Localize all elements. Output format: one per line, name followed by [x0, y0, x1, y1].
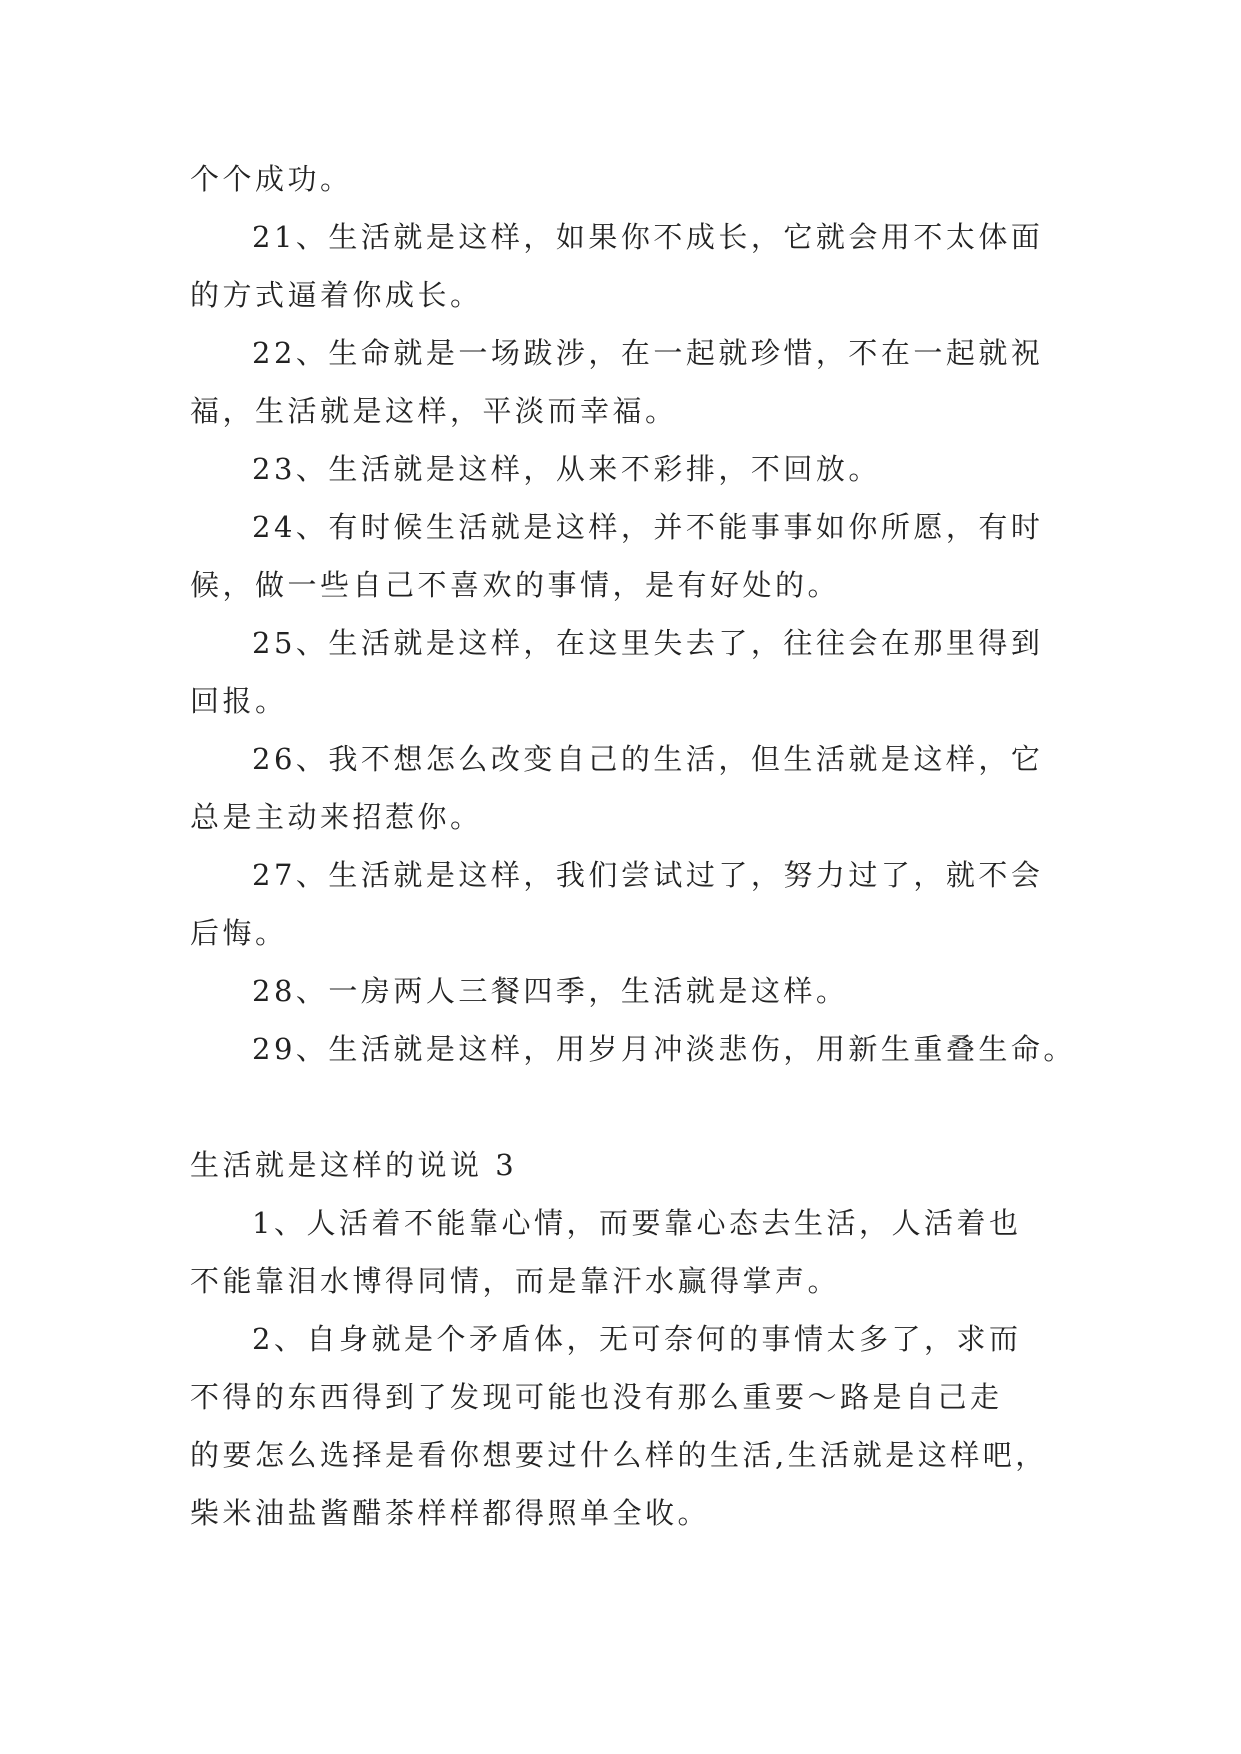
document-page: [190, 150, 1076, 1542]
paragraph-line: 福，生活就是这样，平淡而幸福。: [190, 394, 678, 428]
paragraph-line: 22、生命就是一场跋涉，在一起就珍惜，不在一起就祝: [252, 336, 1044, 370]
paragraph-line: 21、生活就是这样，如果你不成长，它就会用不太体面: [252, 220, 1044, 254]
paragraph-line: 2、自身就是个矛盾体，无可奈何的事情太多了，求而: [252, 1322, 1022, 1356]
paragraph-line: 不得的东西得到了发现可能也没有那么重要～路是自己走: [190, 1380, 1003, 1414]
paragraph-line: 柴米油盐酱醋茶样样都得照单全收。: [190, 1496, 711, 1530]
paragraph-line: 24、有时候生活就是这样，并不能事事如你所愿，有时: [252, 510, 1044, 544]
paragraph-line: 1、人活着不能靠心情，而要靠心态去生活，人活着也: [252, 1206, 1022, 1240]
paragraph-line: 23、生活就是这样，从来不彩排，不回放。: [252, 452, 881, 486]
paragraph-line: 25、生活就是这样，在这里失去了，往往会在那里得到: [252, 626, 1044, 660]
paragraph-line: 后悔。: [190, 916, 288, 950]
section-title: 生活就是这样的说说 3: [190, 1148, 518, 1182]
paragraph-line: 28、一房两人三餐四季，生活就是这样。: [252, 974, 849, 1008]
paragraph-line: 总是主动来招惹你。: [190, 800, 483, 834]
paragraph-line: 候，做一些自己不喜欢的事情，是有好处的。: [190, 568, 841, 602]
paragraph-line: 27、生活就是这样，我们尝试过了，努力过了，就不会: [252, 858, 1044, 892]
paragraph-group-top: [190, 150, 1076, 1078]
paragraph-line: 不能靠泪水博得同情，而是靠汗水赢得掌声。: [190, 1264, 841, 1298]
paragraph-line: 个个成功。: [190, 162, 353, 196]
paragraph-line: 的方式逼着你成长。: [190, 278, 483, 312]
paragraph-line: 的要怎么选择是看你想要过什么样的生活,生活就是这样吧，: [190, 1438, 1048, 1472]
paragraph-line: 29、生活就是这样，用岁月冲淡悲伤，用新生重叠生命。: [252, 1032, 1076, 1066]
paragraph-group-bottom: [190, 1194, 1050, 1542]
paragraph-line: 回报。: [190, 684, 288, 718]
paragraph-line: 26、我不想怎么改变自己的生活，但生活就是这样，它: [252, 742, 1044, 776]
